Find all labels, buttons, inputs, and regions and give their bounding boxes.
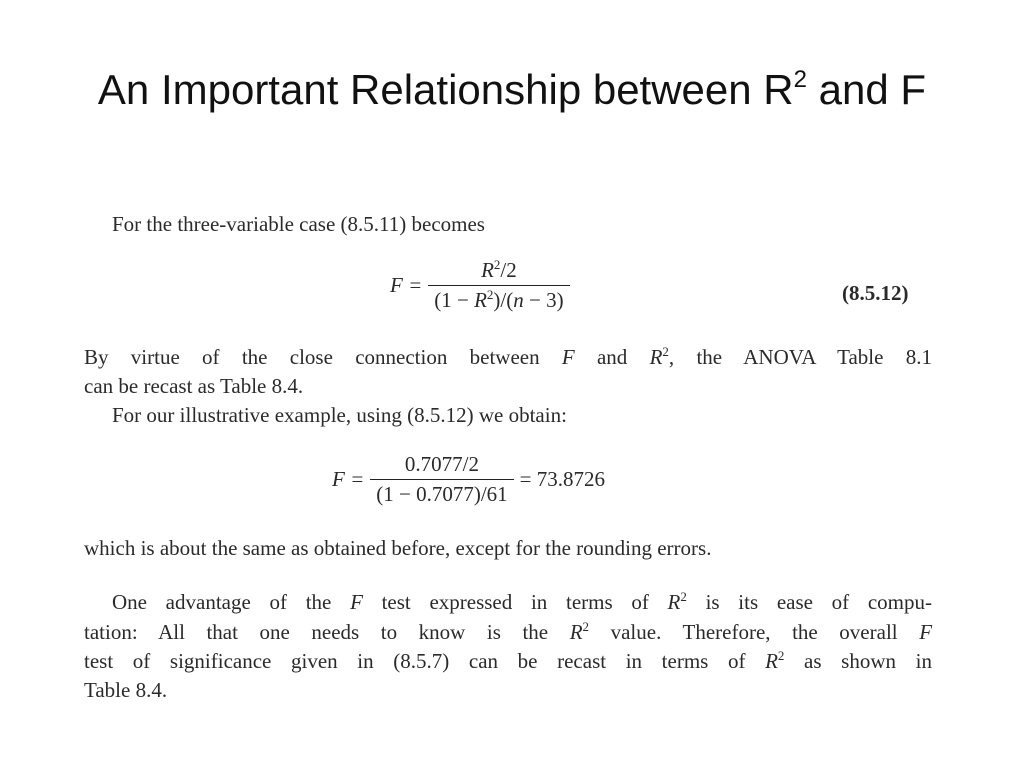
eq1-den-b: )/(: [493, 288, 514, 312]
equation-8-5-12: [390, 258, 576, 313]
p4-l1-b: test expressed in terms of: [362, 590, 668, 614]
p4-l1-r: R: [667, 590, 681, 614]
paragraph-4-line-2: [84, 620, 932, 645]
eq2-result: = 73.8726: [519, 467, 606, 491]
equation-example: [332, 452, 605, 507]
paragraph-1-line-1: [84, 345, 932, 370]
p4-l1-a: One advantage of the: [112, 590, 351, 614]
eq1-den-r: R: [474, 288, 487, 312]
eq2-fraction: [370, 452, 513, 507]
eq1-den-c: − 3): [523, 288, 564, 312]
eq2-denominator: (1 − 0.7077)/61: [370, 479, 513, 507]
intro-line: For the three-variable case (8.5.11) becomes: [112, 212, 485, 236]
p4-l1-f: F: [350, 590, 363, 614]
eq1-den-a: (1 −: [434, 288, 475, 312]
eq1-lhs-text: F =: [390, 273, 423, 297]
eq1-den-sup: 2: [486, 287, 494, 302]
p4-l2-sup: 2: [582, 619, 590, 634]
eq2-lhs: [332, 467, 364, 492]
p4-l3-sup: 2: [777, 648, 785, 663]
eq1-lhs: [390, 273, 422, 298]
paragraph-4-line-1: [112, 590, 932, 615]
p1-l1-c: , the ANOVA Table 8.1: [668, 345, 932, 369]
paragraph-4-line-3: [84, 649, 932, 674]
p4-l3-a: test of significance given in (8.5.7) can be recast in terms of: [84, 649, 766, 673]
p4-l2-f: F: [919, 620, 933, 644]
p4-l3-r: R: [765, 649, 778, 673]
p4-l3-b: as shown in: [784, 649, 932, 673]
p1-l1-sup: 2: [662, 344, 669, 359]
p4-l1-sup: 2: [680, 589, 687, 604]
p1-l1-r: R: [649, 345, 663, 369]
slide-title: [0, 66, 1024, 114]
eq2-lhs-text: F =: [332, 467, 365, 491]
p4-l1-c: is its ease of compu-: [686, 590, 932, 614]
p1-l1-a: By virtue of the close connection between: [84, 345, 562, 369]
eq1-numerator: [475, 258, 523, 285]
p4-l2-a: tation: All that one needs to know is the: [84, 620, 570, 644]
eq1-num-r: R: [481, 258, 494, 282]
eq1-num-div: /2: [500, 258, 517, 282]
slide-title-text: An Important Relationship between R: [97, 66, 794, 113]
p1-l1-f: F: [561, 345, 575, 369]
eq1-fraction: [428, 258, 569, 313]
eq1-den-n: n: [513, 288, 524, 312]
paragraph-2: For our illustrative example, using (8.5.12) we obtain:: [112, 403, 567, 427]
eq1-num-sup: 2: [493, 257, 501, 272]
p4-l2-b: value. Therefore, the overall: [589, 620, 920, 644]
slide-title-superscript: 2: [793, 66, 807, 93]
eq1-denominator: [428, 285, 569, 313]
paragraph-4-line-4: Table 8.4.: [84, 678, 168, 702]
p1-l1-b: and: [574, 345, 650, 369]
paragraph-1-line-2: can be recast as Table 8.4.: [84, 374, 304, 398]
p4-l2-r: R: [569, 620, 583, 644]
slide-title-end: and F: [807, 66, 927, 113]
equation-number: (8.5.12): [842, 281, 909, 305]
paragraph-3: which is about the same as obtained before, except for the rounding errors.: [84, 536, 712, 560]
eq2-numerator: 0.7077/2: [404, 452, 479, 476]
